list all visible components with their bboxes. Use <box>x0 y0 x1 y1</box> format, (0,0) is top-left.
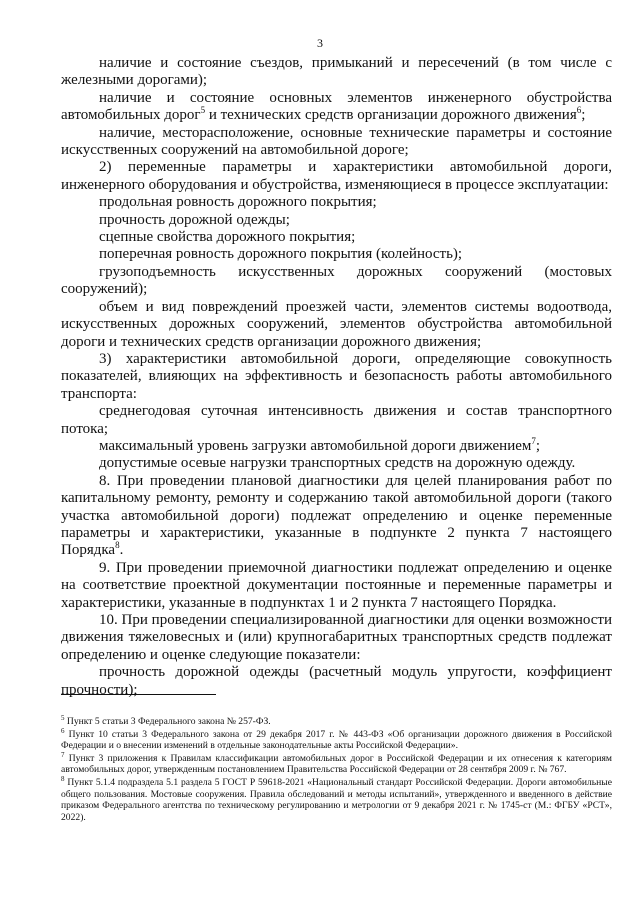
footnote-text: Пункт 3 приложения к Правилам классификации автомобильных дорог в Российской Федерации и их отнесения к категориям автомобильных дорог, утвержденным постановлением Правительства Российской Федерации от 28 сентября 2009 г. № 767. <box>61 752 612 776</box>
footnote-separator <box>61 694 216 695</box>
paragraph-text: ; <box>581 107 586 124</box>
footnote <box>61 716 612 728</box>
footnote <box>61 726 612 752</box>
paragraph <box>61 125 612 160</box>
paragraph-text: прочность дорожной одежды; <box>99 211 290 228</box>
paragraph <box>61 455 612 472</box>
paragraph <box>61 212 612 229</box>
paragraph <box>61 194 612 211</box>
paragraph <box>61 229 612 246</box>
paragraph-text: грузоподъемность искусственных дорожных сооружений (мостовых сооружений); <box>61 263 612 298</box>
paragraph-text: . <box>119 542 124 559</box>
body-text <box>61 55 612 699</box>
paragraph-text: наличие, месторасположение, основные технические параметры и состояние искусственных сооружений на автомобильной дороге; <box>61 124 612 159</box>
paragraph-text: и технических средств организации дорожного движения <box>205 107 577 124</box>
paragraph <box>61 473 612 560</box>
paragraph-text: ; <box>535 437 541 454</box>
footnote-number: 7 <box>61 750 65 759</box>
footnote-number: 6 <box>61 726 65 735</box>
paragraph <box>61 435 612 455</box>
footnote-text: Пункт 5 статьи 3 Федерального закона № 257-ФЗ. <box>66 716 271 727</box>
footnote-number: 8 <box>61 774 65 783</box>
paragraph-text: максимальный уровень загрузки автомобильной дороги движением <box>99 437 532 454</box>
paragraph-text: объем и вид повреждений проезжей части, элементов системы водоотвода, искусственных дорожных сооружений, элементов обустройства автомобильной дороги и технических средств организации дорожного движения; <box>61 298 612 350</box>
paragraph <box>61 612 612 664</box>
footnote-ref: 5 <box>200 105 206 116</box>
paragraph-text: допустимые осевые нагрузки транспортных средств на дорожную одежду. <box>99 455 576 472</box>
paragraph-text: 8. При проведении плановой диагностики для целей планирования работ по капитальному ремонту, ремонту и содержанию такой автомобильной дороги (такого участка автомобильной дороги) подлежат определению и оценке переменные параметры и характеристики, указанные в подпункте 2 пункта 7 настоящего Порядка <box>61 472 612 559</box>
paragraph-text: наличие и состояние съездов, примыканий и пересечений (в том числе с железными дорогами); <box>61 55 612 89</box>
page-number: 3 <box>317 36 323 50</box>
paragraph-text: 2) переменные параметры и характеристики автомобильной дороги, инженерного оборудования и обустройства, изменяющиеся в процессе эксплуатации: <box>61 159 612 193</box>
paragraph-text: наличие и состояние основных элементов инженерного обустройства автомобильных дорог <box>61 89 612 124</box>
paragraph-text: среднегодовая суточная интенсивность движения и состав транспортного потока; <box>61 403 612 437</box>
paragraph <box>61 299 612 351</box>
paragraph <box>61 264 612 299</box>
footnote-text: Пункт 5.1.4 подраздела 5.1 раздела 5 ГОСТ Р 59618-2021 «Национальный стандарт Российской Федерации. Дороги автомобильные общего пользования. Мостовые сооружения. Правила обследований и методы испытаний», утвержденного и введенного в действие приказом Федерального агентства по техническому регулированию и метрологии от 9 декабря 2021 г. № 1745-ст (М.: ФГБУ «РСТ», 2022). <box>61 776 613 823</box>
paragraph <box>61 55 612 90</box>
paragraph-text: 10. При проведении специализированной диагностики для оценки возможности движения тяжеловесных и (или) крупногабаритных транспортных средств подлежат определению и оценке следующие показатели: <box>61 612 612 663</box>
paragraph-text: поперечная ровность дорожного покрытия (колейность); <box>99 246 463 263</box>
paragraph-text: прочность дорожной одежды (расчетный модуль упругости, коэффициент прочности); <box>61 664 612 698</box>
paragraph <box>61 159 612 194</box>
footnotes <box>61 716 612 824</box>
footnote-ref: 8 <box>115 540 120 551</box>
paragraph <box>61 403 612 438</box>
paragraph-text: 9. При проведении приемочной диагностики подлежат определению и оценке на соответствие проектной документации постоянные и переменные параметры и характеристики, указанные в подпунктах 1 и 2 пункта 7 настоящего Порядка. <box>61 559 612 611</box>
footnote <box>61 774 613 823</box>
footnote-ref: 7 <box>531 435 536 446</box>
footnote-number: 5 <box>61 714 65 722</box>
paragraph <box>61 351 612 403</box>
paragraph <box>61 246 612 263</box>
footnote-ref: 6 <box>576 105 582 116</box>
paragraph <box>61 90 612 125</box>
footnote <box>61 750 612 776</box>
footnote-text: Пункт 10 статьи 3 Федерального закона от 29 декабря 2017 г. № 443-ФЗ «Об организации дорожного движения в Российской Федерации и о внесении изменений в отдельные законодательные акты Российской Федерации». <box>61 728 612 752</box>
paragraph-text: 3) характеристики автомобильной дороги, определяющие совокупность показателей, влияющих на эффективность и безопасность работы автомобильного транспорта: <box>61 350 612 402</box>
paragraph-text: продольная ровность дорожного покрытия; <box>99 194 377 211</box>
paragraph-text: сцепные свойства дорожного покрытия; <box>99 229 356 246</box>
paragraph <box>61 560 612 612</box>
